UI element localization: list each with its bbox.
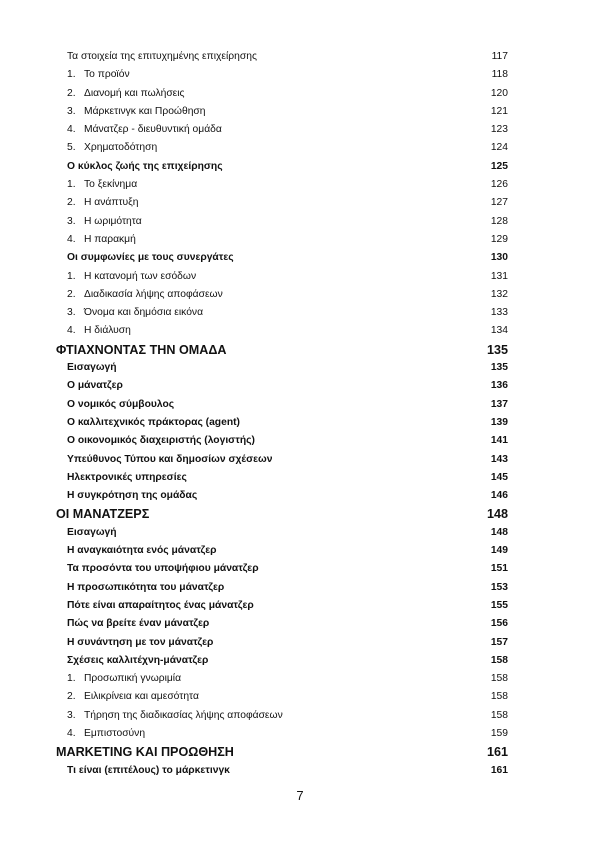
toc-item[interactable]: [0, 103, 600, 121]
toc-entry-title: [67, 432, 255, 450]
toc-entry-text: Η ανάπτυξη: [84, 197, 139, 209]
toc-item[interactable]: [0, 322, 600, 340]
toc-entry-number: 3.: [67, 709, 76, 721]
toc-entry-text: Χρηματοδότηση: [84, 142, 158, 154]
toc-entry-title: [56, 743, 234, 761]
toc-entry-text: Ο μάνατζερ: [67, 380, 123, 392]
toc-section[interactable]: [0, 158, 600, 176]
toc-entry-title: [67, 579, 224, 597]
toc-entry-number: 3.: [67, 307, 76, 319]
toc-entry-page: 157: [490, 636, 508, 648]
toc-entry-text: Πότε είναι απαραίτητος ένας μάνατζερ: [67, 599, 254, 611]
toc-item[interactable]: [0, 688, 600, 706]
toc-entry-number: 2.: [67, 197, 76, 209]
toc-entry-title: [67, 213, 142, 231]
toc-entry-number: 1.: [67, 69, 76, 81]
toc-entry-text: Η ωριμότητα: [84, 215, 142, 227]
toc-entry-title: [67, 652, 208, 670]
toc-entry-page: 124: [490, 142, 508, 154]
toc-entry-text: Εμπιστοσύνη: [84, 727, 146, 739]
toc-entry-title: [67, 66, 130, 84]
toc-entry-text: Η συνάντηση με τον μάνατζερ: [67, 636, 214, 648]
toc-entry-text: Εισαγωγή: [67, 526, 117, 538]
toc-entry-page: 132: [490, 288, 508, 300]
toc-entry-page: 158: [490, 673, 508, 685]
toc-item[interactable]: [0, 304, 600, 322]
toc-entry-title: [67, 560, 259, 578]
toc-entry-text: Διανομή και πωλήσεις: [84, 87, 185, 99]
toc-entry-title: [67, 487, 197, 505]
toc-entry-page: 123: [490, 124, 508, 136]
toc-entry-text: Η προσωπικότητα του μάνατζερ: [67, 581, 225, 593]
toc-entry-title: [67, 634, 213, 652]
toc-entry-text: Τι είναι (επιτέλους) το μάρκετινγκ: [67, 764, 230, 776]
toc-entry-page: 161: [486, 745, 508, 760]
toc-entry-title: [67, 451, 272, 469]
toc-entry-text: Προσωπική γνωριμία: [84, 673, 182, 685]
toc-entry-title: [67, 103, 206, 121]
toc-entry-page: 117: [491, 51, 508, 62]
toc-section[interactable]: [0, 396, 600, 414]
toc-entry-number: 2.: [67, 691, 76, 703]
toc-chapter[interactable]: [0, 743, 600, 761]
toc-entry-page: 156: [490, 618, 508, 630]
toc-section[interactable]: [0, 560, 600, 578]
toc-section[interactable]: [0, 414, 600, 432]
toc-entry-title: [67, 304, 203, 322]
toc-entry-title: [67, 542, 217, 560]
toc-item[interactable]: [0, 268, 600, 286]
toc-entry-text: Διαδικασία λήψης αποφάσεων: [84, 288, 223, 300]
toc-entry-page: 133: [490, 307, 508, 319]
toc-entry-title: [67, 194, 139, 212]
toc-entry-title: [67, 524, 117, 542]
toc-entry-text: Η συγκρότηση της ομάδας: [67, 490, 198, 502]
toc-entry-text: Η κατανομή των εσόδων: [84, 270, 197, 282]
toc-section[interactable]: [0, 615, 600, 633]
toc-item[interactable]: [0, 725, 600, 743]
toc-entry-page: 127: [490, 197, 508, 209]
toc-entry-number: 1.: [67, 673, 76, 685]
toc-entry-title: [67, 139, 157, 157]
toc-entry-page: 125: [490, 160, 508, 172]
toc-chapter[interactable]: [0, 341, 600, 359]
toc-entry-page: 148: [490, 526, 508, 538]
toc-entry-page: 135: [490, 362, 508, 374]
toc-entry-title: [67, 158, 223, 176]
toc-item[interactable]: [0, 176, 600, 194]
toc-section[interactable]: [0, 542, 600, 560]
toc-entry-title: [67, 48, 257, 66]
toc-section[interactable]: [0, 432, 600, 450]
toc-entry-page: 149: [490, 545, 508, 557]
toc-entry-number: 4.: [67, 325, 76, 337]
toc-item[interactable]: [0, 139, 600, 157]
toc-entry-number: 4.: [67, 727, 76, 739]
toc-entry-page: 141: [490, 435, 508, 447]
toc-entry-text: ΦΤΙΑΧΝΟΝΤΑΣ ΤΗΝ ΟΜΑΔΑ: [56, 342, 227, 357]
toc-entry-number: 1.: [67, 179, 76, 191]
toc-item[interactable]: [0, 121, 600, 139]
toc-entry-text: Ο κύκλος ζωής της επιχείρησης: [67, 160, 223, 172]
toc-item[interactable]: [0, 231, 600, 249]
toc-entry-title: [67, 286, 223, 304]
toc-item[interactable]: [0, 286, 600, 304]
toc-entry-title: [56, 341, 227, 359]
toc-section[interactable]: [0, 487, 600, 505]
toc-item[interactable]: [0, 194, 600, 212]
toc-entry-page: 134: [490, 325, 508, 337]
toc-section[interactable]: [0, 634, 600, 652]
toc-section[interactable]: [0, 579, 600, 597]
toc-entry-number: 2.: [67, 288, 76, 300]
toc-entry-number: 3.: [67, 105, 76, 117]
toc-entry-page: 136: [490, 380, 508, 392]
toc-entry-page: 161: [490, 764, 508, 776]
toc-entry-page: 137: [490, 398, 508, 410]
toc-entry-page: 121: [490, 105, 508, 117]
toc-item[interactable]: [0, 707, 600, 725]
toc-entry-number: 5.: [67, 142, 76, 154]
toc-entry-number: 4.: [67, 233, 76, 245]
toc-entry-page: 155: [490, 599, 508, 611]
toc-entry-text: Σχέσεις καλλιτέχνη-μάνατζερ: [67, 654, 209, 666]
toc-entry-title: [67, 176, 137, 194]
toc-entry-title: [67, 85, 185, 103]
toc-entry-page: 130: [490, 252, 508, 264]
toc-entry-page: 158: [490, 691, 508, 703]
toc-entry-text: ΟΙ ΜΑΝΑΤΖΕΡΣ: [56, 507, 150, 522]
toc-entry-text: Ειλικρίνεια και αμεσότητα: [84, 691, 199, 703]
page-number: 7: [296, 788, 304, 803]
toc-entry-text: Το προϊόν: [84, 69, 130, 81]
table-of-contents: [0, 48, 600, 780]
toc-entry-text: Ο οικονομικός διαχειριστής (λογιστής): [67, 435, 255, 447]
toc-section[interactable]: [0, 762, 600, 780]
toc-entry-text: Η παρακμή: [84, 233, 136, 245]
toc-entry-text: Μάρκετινγκ και Προώθηση: [84, 105, 206, 117]
toc-entry-page: 143: [490, 453, 508, 465]
toc-entry-title: [67, 725, 145, 743]
toc-item[interactable]: [0, 85, 600, 103]
toc-entry-text: MARKETING ΚΑΙ ΠΡΟΩΘΗΣΗ: [56, 745, 234, 760]
toc-entry-page: 139: [490, 416, 508, 428]
toc-item[interactable]: [0, 213, 600, 231]
toc-entry-text: Ηλεκτρονικές υπηρεσίες: [67, 471, 187, 483]
toc-entry-number: 1.: [67, 270, 76, 282]
toc-section[interactable]: [0, 524, 600, 542]
toc-entry-page: 158: [490, 709, 508, 721]
toc-section[interactable]: [0, 359, 600, 377]
toc-entry-text: Ο καλλιτεχνικός πράκτορας (agent): [67, 416, 240, 428]
toc-entry-page: 129: [490, 233, 508, 245]
toc-entry-page: 153: [490, 581, 508, 593]
toc-section[interactable]: [0, 377, 600, 395]
toc-entry-text: Μάνατζερ - διευθυντική ομάδα: [84, 124, 222, 136]
toc-entry-title: [67, 414, 240, 432]
toc-entry-page: 158: [490, 654, 508, 666]
toc-entry-text: Οι συμφωνίες με τους συνεργάτες: [67, 252, 234, 264]
toc-entry-text: Τα προσόντα του υποψήφιου μάνατζερ: [67, 563, 259, 575]
toc-section[interactable]: [0, 451, 600, 469]
toc-entry-text: Η διάλυση: [84, 325, 131, 337]
toc-chapter[interactable]: [0, 505, 600, 523]
toc-entry-text: Υπεύθυνος Τύπου και δημοσίων σχέσεων: [67, 453, 273, 465]
toc-entry-text: Τα στοιχεία της επιτυχημένης επιχείρησης: [67, 51, 257, 62]
toc-entry-title: [67, 707, 283, 725]
toc-entry-page: 145: [490, 471, 508, 483]
toc-entry-page: 120: [490, 87, 508, 99]
toc-section[interactable]: [0, 597, 600, 615]
toc-item[interactable]: [0, 66, 600, 84]
toc-entry-page: 151: [490, 563, 508, 575]
toc-item[interactable]: [0, 670, 600, 688]
toc-entry-page: 126: [490, 179, 508, 191]
toc-entry-page: 146: [490, 490, 508, 502]
toc-entry-page: 128: [490, 215, 508, 227]
toc-entry-title: [67, 597, 254, 615]
toc-section[interactable]: [0, 249, 600, 267]
toc-entry-page: 118: [491, 69, 508, 81]
toc-entry-title: [67, 469, 187, 487]
toc-entry-title: [67, 762, 230, 780]
toc-entry-title: [67, 322, 131, 340]
toc-entry-text: Όνομα και δημόσια εικόνα: [84, 307, 204, 319]
toc-section[interactable]: [0, 48, 600, 66]
toc-entry-page: 159: [490, 727, 508, 739]
toc-entry-number: 3.: [67, 215, 76, 227]
toc-entry-text: Πώς να βρείτε έναν μάνατζερ: [67, 618, 210, 630]
toc-entry-title: [67, 670, 181, 688]
toc-entry-title: [67, 249, 234, 267]
toc-entry-title: [67, 268, 196, 286]
toc-entry-title: [67, 121, 222, 139]
toc-entry-title: [67, 688, 199, 706]
toc-entry-page: 135: [486, 342, 508, 357]
toc-entry-page: 148: [486, 507, 508, 522]
toc-entry-title: [67, 231, 136, 249]
toc-entry-text: Ο νομικός σύμβουλος: [67, 398, 175, 410]
toc-entry-number: 2.: [67, 87, 76, 99]
toc-entry-title: [56, 505, 149, 523]
toc-entry-title: [67, 396, 174, 414]
toc-entry-text: Το ξεκίνημα: [84, 179, 138, 191]
toc-entry-title: [67, 615, 209, 633]
toc-section[interactable]: [0, 469, 600, 487]
toc-entry-text: Εισαγωγή: [67, 362, 117, 374]
toc-entry-text: Τήρηση της διαδικασίας λήψης αποφάσεων: [84, 709, 283, 721]
toc-entry-text: Η αναγκαιότητα ενός μάνατζερ: [67, 545, 217, 557]
toc-entry-number: 4.: [67, 124, 76, 136]
toc-entry-page: 131: [490, 270, 508, 282]
toc-section[interactable]: [0, 652, 600, 670]
toc-entry-title: [67, 359, 117, 377]
toc-entry-title: [67, 377, 123, 395]
